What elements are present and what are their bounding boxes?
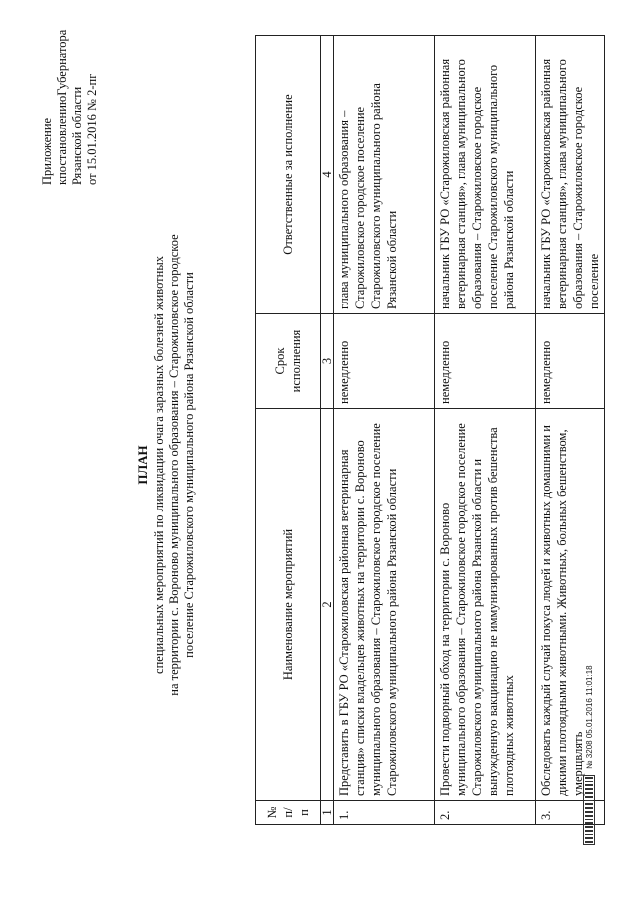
row-responsible: начальник ГБУ РО «Старожиловская районная ветеринарная станция», глава муниципального образования – Старожиловское городское поселение Старожиловского муниципального района Рязанской области <box>435 36 536 314</box>
appendix-word-decree: постановлению <box>55 95 69 179</box>
row-term: немедленно <box>536 314 605 409</box>
plan-title: ПЛАН <box>135 445 150 485</box>
row-measure: Провести подворный обход на территории с. Вороново муниципального образования – Старожиловское городское поселение Старожиловского муниципального района Рязанской области и вынужденную вакцинацию не иммунизированных против бешенства плотоядных животных <box>435 409 536 801</box>
row-measure: Представить в ГБУ РО «Старожиловская районная ветеринарная станция» списки владельцев животных на территории с. Вороново муниципального образования – Старожиловское городское поселение Старожиловского муниципального района Рязанской области <box>334 409 435 801</box>
barcode-icon <box>583 775 595 845</box>
registration-stamp <box>583 665 595 845</box>
col-number: 4 <box>321 36 334 314</box>
table-row <box>334 36 435 825</box>
table-header-row <box>256 36 321 825</box>
table-row <box>435 36 536 825</box>
row-responsible: глава муниципального образования – Старожиловское городское поселение Старожиловского муниципального района Рязанской области <box>334 36 435 314</box>
header-num: № п/п <box>256 801 321 825</box>
plan-heading <box>135 185 197 745</box>
row-measure: Обследовать каждый случай покуса людей и животных домашними и дикими плотоядными животными. Животных, больных бешенством, умерщвлять <box>536 409 605 801</box>
col-number: 3 <box>321 314 334 409</box>
row-number: 1. <box>334 801 435 825</box>
plan-table <box>255 35 605 825</box>
col-number: 2 <box>321 409 334 801</box>
appendix-block <box>40 25 100 185</box>
plan-subtitle-line3: поселение Старожиловского муниципального района Рязанской области <box>182 272 196 658</box>
registration-number: № 3208 05.01.2016 11:01:18 <box>584 665 594 769</box>
appendix-word-governor: Губернатора <box>55 29 69 96</box>
appendix-region: Рязанской области <box>70 86 84 185</box>
row-term: немедленно <box>334 314 435 409</box>
column-number-row <box>321 36 334 825</box>
row-number: 3. <box>536 801 605 825</box>
row-responsible: начальник ГБУ РО «Старожиловская районная ветеринарная станция», глава муниципального образования – Старожиловское городское поселение <box>536 36 605 314</box>
appendix-date: от 15.01.2016 № 2-пг <box>85 73 99 185</box>
appendix-word-k: к <box>55 178 69 185</box>
plan-subtitle-line2: на территории с. Вороново муниципального образования – Старожиловское городское <box>167 234 181 696</box>
appendix-title: Приложение <box>40 117 54 185</box>
appendix-line2 <box>55 29 70 185</box>
row-number: 2. <box>435 801 536 825</box>
header-name: Наименование мероприятий <box>256 409 321 801</box>
col-number: 1 <box>321 801 334 825</box>
plan-subtitle-line1: специальных мероприятий по ликвидации очага заразных болезней животных <box>152 256 166 674</box>
header-responsible: Ответственные за исполнение <box>256 36 321 314</box>
header-term: Срок исполнения <box>256 314 321 409</box>
row-term: немедленно <box>435 314 536 409</box>
